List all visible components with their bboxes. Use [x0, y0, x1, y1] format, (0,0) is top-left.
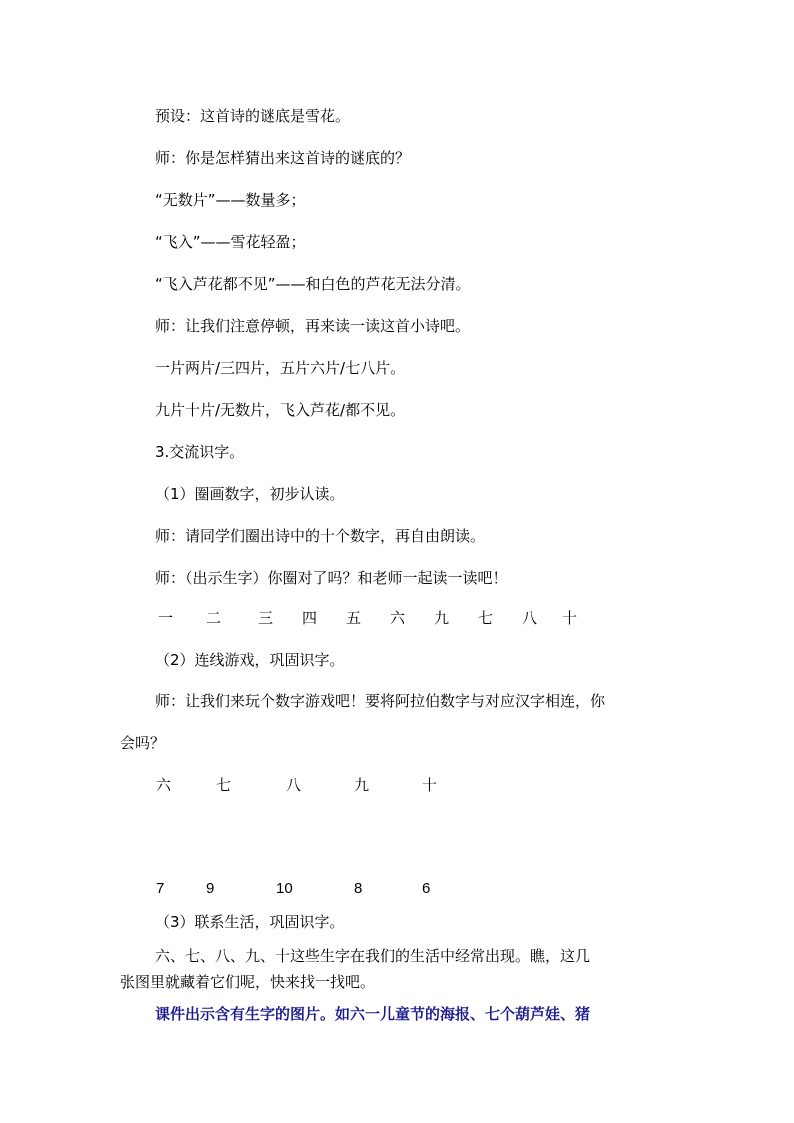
numeral-char: 七	[478, 609, 494, 627]
match-char: 九	[354, 776, 370, 794]
match-char: 八	[286, 776, 302, 794]
paragraph-clue-3: “飞入芦花都不见”——和白色的芦花无法分清。	[155, 275, 471, 293]
numeral-char: 九	[434, 609, 450, 627]
numeral-char: 八	[522, 609, 538, 627]
paragraph-teacher-question: 师：你是怎样猜出来这首诗的谜底的？	[155, 149, 411, 167]
courseware-instruction: 课件出示含有生字的图片。如六一儿童节的海报、七个葫芦娃、猪	[155, 1005, 591, 1023]
paragraph-life-cont: 张图里就藏着它们呢，快来找一找吧。	[120, 973, 376, 991]
paragraph-clue-2: “飞入”——雪花轻盈；	[155, 233, 306, 251]
step-3-heading: （3）联系生活，巩固识字。	[155, 913, 345, 931]
poem-line-2: 九片十片/无数片，飞入芦花/都不见。	[155, 401, 406, 419]
paragraph-answer: 预设：这首诗的谜底是雪花。	[155, 107, 351, 125]
paragraph-clue-1: “无数片”——数量多；	[155, 191, 306, 209]
numeral-char: 六	[390, 609, 406, 627]
numeral-char: 五	[346, 609, 362, 627]
match-number: 7	[156, 880, 165, 897]
match-char: 六	[156, 776, 172, 794]
paragraph-teacher-circle: 师：请同学们圈出诗中的十个数字，再自由朗读。	[155, 527, 486, 545]
numeral-char: 四	[302, 609, 318, 627]
step-1-heading: （1）圈画数字，初步认读。	[155, 485, 345, 503]
section-heading-literacy: 3.交流识字。	[155, 443, 245, 461]
numeral-char: 一	[158, 609, 174, 627]
match-char: 十	[422, 776, 438, 794]
match-number: 9	[206, 880, 215, 897]
poem-line-1: 一片两片/三四片，五片六片/七八片。	[155, 359, 406, 377]
paragraph-teacher-reading: 师：让我们注意停顿，再来读一读这首小诗吧。	[155, 317, 471, 335]
match-number: 6	[422, 880, 431, 897]
numeral-char: 二	[206, 609, 222, 627]
step-2-heading: （2）连线游戏，巩固识字。	[155, 651, 345, 669]
paragraph-life: 六、七、八、九、十这些生字在我们的生活中经常出现。瞧，这几	[155, 947, 591, 965]
match-number: 8	[354, 880, 363, 897]
paragraph-game-intro-cont: 会吗？	[120, 734, 166, 752]
numeral-char: 十	[562, 609, 578, 627]
numeral-char: 三	[258, 609, 274, 627]
match-char: 七	[216, 776, 232, 794]
paragraph-teacher-show: 师：（出示生字）你圈对了吗？和老师一起读一读吧！	[155, 569, 508, 587]
match-number: 10	[276, 880, 293, 897]
paragraph-game-intro: 师：让我们来玩个数字游戏吧！要将阿拉伯数字与对应汉字相连，你	[155, 692, 606, 710]
